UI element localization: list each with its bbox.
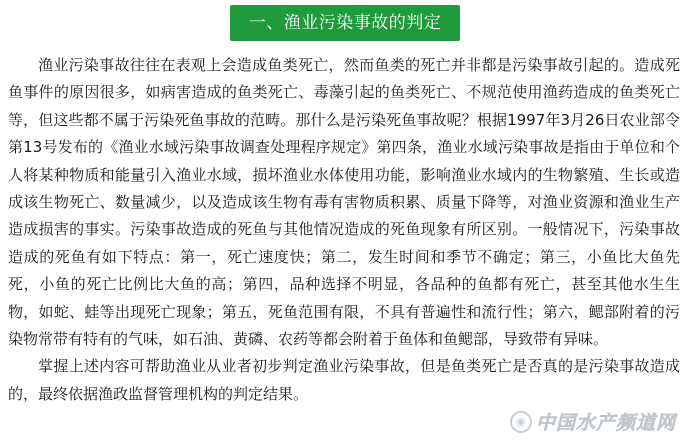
paragraph-2: 掌握上述内容可帮助渔业从业者初步判定渔业污染事故，但是鱼类死亡是否真的是污染事故造成的，最终依据渔政监督管理机构的判定结果。 (8, 357, 680, 403)
paragraph-1: 渔业污染事故往往在表观上会造成鱼类死亡，然而鱼类的死亡并非都是污染事故引起的。造成死鱼事件的原因很多，如病害造成的鱼类死亡、毒藻引起的鱼类死亡、不规范使用渔药造成的鱼类死亡等，但这些都不属于污染死鱼事故的范畴。那什么是污染死鱼事故呢？根据1997年3月26日农业部令第13号发布的《渔业水域污染事故调查处理程序规定》第四条，渔业水域污染事故是指由于单位和个人将某种物质和能量引入渔业水域，损坏渔业水体使用功能，影响渔业水域内的生物繁殖、生长或造成该生物死亡、数量减少，以及造成该生物有毒有害物质积累、质量下降等，对渔业资源和渔业生产造成损害的事实。污染事故造成的死鱼与其他情况造成的死鱼现象有所区别。一般情况下，污染事故造成的死鱼有如下特点：第一，死亡速度快；第二，发生时间和季节不确定；第三，小鱼比大鱼先死，小鱼的死亡比例比大鱼的高；第四，品种选择不明显，各品种的鱼都有死亡，甚至其他水生生物，如蛇、蛙等出现死亡现象；第五，死鱼范围有限，不具有普遍性和流行性；第六，鳃部附着的污染物常带有特有的气味，如石油、黄磷、农药等都会附着于鱼体和鱼鳃部，导致带有异味。 (8, 56, 680, 349)
fish-logo-icon: ◉ (510, 411, 532, 433)
article-body (8, 52, 680, 408)
section-header (0, 5, 690, 41)
section-title: 一、渔业污染事故的判定 (230, 5, 461, 41)
site-watermark (510, 408, 676, 435)
watermark-text: 中国水产频道网 (535, 412, 676, 434)
